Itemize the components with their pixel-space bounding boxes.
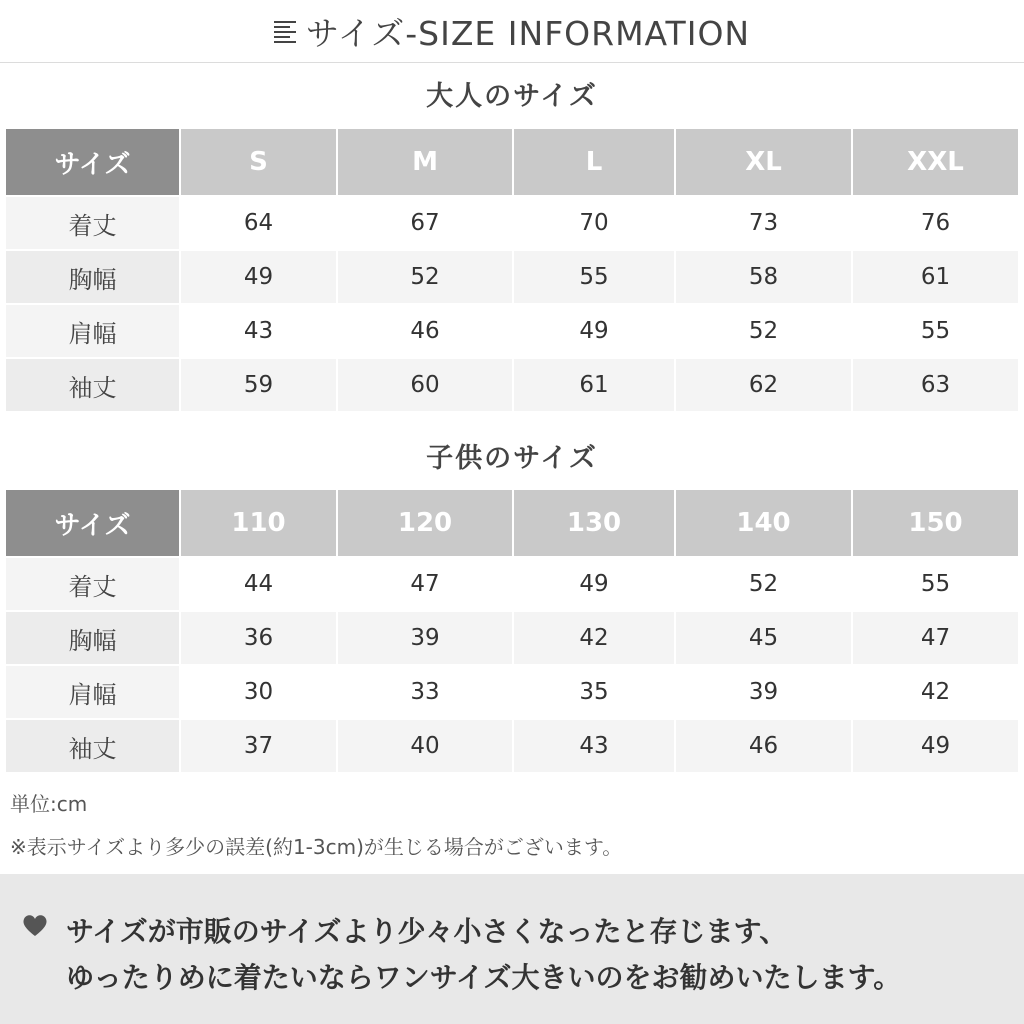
adult-size-table (4, 127, 1020, 413)
table-cell: 55 (514, 251, 674, 303)
kids-section-title: 子供のサイズ (426, 443, 598, 474)
table-cell: 33 (338, 666, 512, 718)
table-cell: 47 (338, 558, 512, 610)
page-title: サイズ-SIZE INFORMATION (305, 13, 751, 53)
adult-section-title: 大人のサイズ (426, 81, 598, 112)
table-row (6, 305, 1018, 357)
footer-line-1: サイズが市販のサイズより少々小さくなったと存じます、 (66, 915, 788, 948)
table-cell: 42 (514, 612, 674, 664)
table-cell: 62 (676, 359, 851, 411)
column-header: 140 (676, 490, 851, 556)
table-header-row (6, 490, 1018, 556)
table-cell: 59 (181, 359, 336, 411)
table-cell: 40 (338, 720, 512, 772)
table-header-row (6, 129, 1018, 195)
row-label: 着丈 (6, 197, 179, 249)
table-cell: 49 (853, 720, 1018, 772)
row-label: 袖丈 (6, 720, 179, 772)
row-label: 胸幅 (6, 612, 179, 664)
column-header: サイズ (6, 129, 179, 195)
table-row (6, 359, 1018, 411)
heart-icon (22, 914, 48, 938)
table-cell: 46 (338, 305, 512, 357)
table-cell: 42 (853, 666, 1018, 718)
table-cell: 44 (181, 558, 336, 610)
footer-line-2: ゆったりめに着たいならワンサイズ大きいのをお勧めいたします。 (66, 961, 902, 994)
column-header: XXL (853, 129, 1018, 195)
table-cell: 52 (676, 305, 851, 357)
table-cell: 63 (853, 359, 1018, 411)
table-cell: 49 (181, 251, 336, 303)
table-cell: 49 (514, 305, 674, 357)
table-cell: 52 (676, 558, 851, 610)
table-row (6, 558, 1018, 610)
column-header: L (514, 129, 674, 195)
footer-notice (0, 874, 1024, 1024)
row-label: 肩幅 (6, 305, 179, 357)
table-cell: 64 (181, 197, 336, 249)
table-cell: 73 (676, 197, 851, 249)
table-cell: 49 (514, 558, 674, 610)
column-header: S (181, 129, 336, 195)
row-label: 着丈 (6, 558, 179, 610)
column-header: 120 (338, 490, 512, 556)
table-cell: 61 (853, 251, 1018, 303)
unit-note: 単位:cm (10, 792, 88, 816)
table-cell: 58 (676, 251, 851, 303)
table-row (6, 251, 1018, 303)
column-header: サイズ (6, 490, 179, 556)
column-header: M (338, 129, 512, 195)
column-header: 130 (514, 490, 674, 556)
table-cell: 36 (181, 612, 336, 664)
table-cell: 47 (853, 612, 1018, 664)
table-cell: 67 (338, 197, 512, 249)
table-cell: 37 (181, 720, 336, 772)
page-header (0, 0, 1024, 63)
table-cell: 43 (514, 720, 674, 772)
table-row (6, 197, 1018, 249)
row-label: 肩幅 (6, 666, 179, 718)
column-header: 110 (181, 490, 336, 556)
table-row (6, 612, 1018, 664)
table-cell: 55 (853, 558, 1018, 610)
table-cell: 70 (514, 197, 674, 249)
table-cell: 76 (853, 197, 1018, 249)
text-align-icon (274, 20, 296, 42)
table-cell: 45 (676, 612, 851, 664)
column-header: XL (676, 129, 851, 195)
table-cell: 52 (338, 251, 512, 303)
table-cell: 39 (338, 612, 512, 664)
row-label: 胸幅 (6, 251, 179, 303)
table-cell: 43 (181, 305, 336, 357)
table-row (6, 720, 1018, 772)
disclaimer-note: ※表示サイズより多少の誤差(約1-3cm)が生じる場合がございます。 (10, 835, 623, 859)
table-cell: 46 (676, 720, 851, 772)
table-cell: 39 (676, 666, 851, 718)
column-header: 150 (853, 490, 1018, 556)
table-cell: 61 (514, 359, 674, 411)
table-cell: 35 (514, 666, 674, 718)
table-cell: 60 (338, 359, 512, 411)
row-label: 袖丈 (6, 359, 179, 411)
table-row (6, 666, 1018, 718)
table-cell: 30 (181, 666, 336, 718)
kids-size-table (4, 488, 1020, 774)
table-cell: 55 (853, 305, 1018, 357)
